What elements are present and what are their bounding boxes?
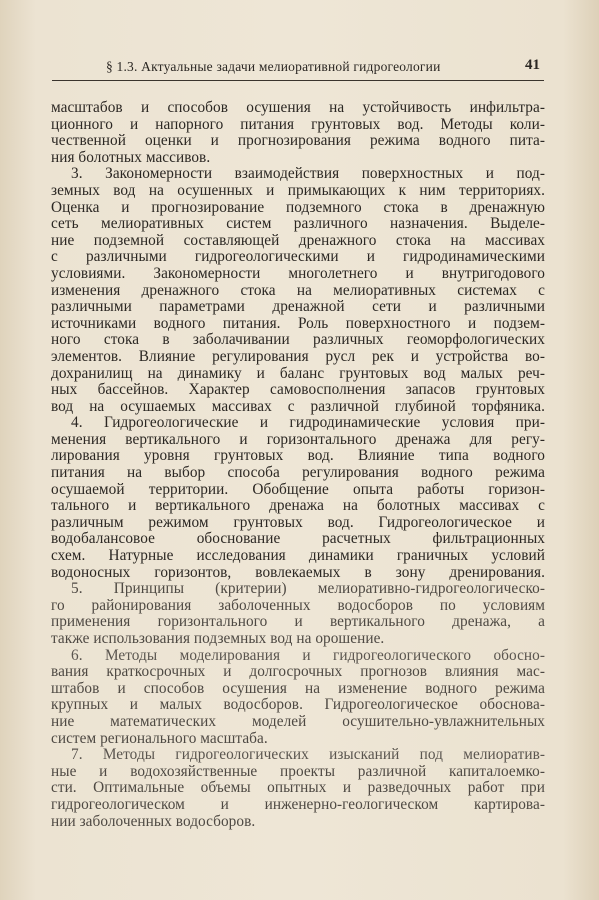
text-line: 5. Принципы (критерии) мелиоративно-гидрогеологическо- bbox=[71, 580, 545, 598]
running-title: § 1.3. Актуальные задачи мелиоративной гидрогеологии bbox=[106, 59, 441, 74]
running-header bbox=[52, 56, 544, 81]
text-line: сеть мелиоративных систем различного назначения. Выделе- bbox=[51, 215, 545, 233]
text-line: водобалансовое обоснование расчетных фильтрационных bbox=[51, 530, 545, 548]
text-line: крупных и малых водосборов. Гидрогеологическое обоснова- bbox=[51, 696, 545, 714]
text-line: источниками водного питания. Роль поверхностного и подзем- bbox=[51, 314, 545, 332]
text-line: элементов. Влияние регулирования русл рек и устройства во- bbox=[51, 347, 545, 365]
text-line: 3. Закономерности взаимодействия поверхностных и под- bbox=[71, 165, 545, 183]
text-line: 7. Методы гидрогеологических изысканий под мелиоратив- bbox=[71, 746, 545, 764]
text-line: также использования подземных вод на орошение. bbox=[51, 630, 385, 647]
paragraph-6 bbox=[51, 648, 545, 748]
text-line: масштабов и способов осушения на устойчивость инфильтра- bbox=[51, 99, 545, 116]
text-line: менения вертикального и горизонтального дренажа для регу- bbox=[51, 430, 545, 448]
text-line: систем регионального масштаба. bbox=[51, 729, 268, 747]
text-line: ные и водохозяйственные проекты различной капиталоемко- bbox=[51, 762, 545, 780]
text-line: вания краткосрочных и долгосрочных прогнозов влияния мас- bbox=[51, 663, 545, 681]
text-line: тального и вертикального дренажа на болотных массивах с bbox=[51, 497, 545, 515]
text-line: 4. Гидрогеологические и гидродинамические условия при- bbox=[71, 414, 545, 432]
paragraph-continuation bbox=[51, 100, 545, 166]
text-line: ционного и напорного питания грунтовых вод. Методы коли- bbox=[51, 115, 545, 133]
text-line: го районирования заболоченных водосборов по условиям bbox=[51, 596, 545, 614]
text-line: различными параметрами дренажной сети и различными bbox=[51, 298, 545, 316]
text-line: ние математических моделей осушительно-увлажнительных bbox=[51, 712, 545, 730]
text-line: условиями. Закономерности многолетнего и внутригодового bbox=[51, 264, 545, 282]
text-line: вод на осушаемых массивах с различной глубиной торфяника. bbox=[51, 397, 545, 415]
paragraph-4 bbox=[51, 415, 545, 581]
text-line: нии заболоченных водосборов. bbox=[51, 812, 256, 830]
body-text bbox=[51, 100, 545, 830]
text-line: водоносных горизонтов, вовлекаемых в зону дренирования. bbox=[51, 563, 545, 581]
text-line: ния болотных массивов. bbox=[51, 148, 211, 166]
text-line: 6. Методы моделирования и гидрогеологического обосно- bbox=[71, 646, 545, 664]
text-line: чественной оценки и прогнозирования режима водного пита- bbox=[51, 132, 545, 150]
paragraph-7 bbox=[51, 747, 545, 830]
text-line: дохранилищ на динамику и баланс грунтовых вод малых реч- bbox=[51, 364, 545, 382]
paragraph-3 bbox=[51, 166, 545, 415]
text-line: сти. Оптимальные объемы опытных и разведочных работ при bbox=[51, 779, 545, 797]
text-line: ние подземной составляющей дренажного стока на массивах bbox=[51, 231, 545, 249]
text-line: лирования уровня грунтовых вод. Влияние типа водного bbox=[51, 447, 545, 465]
text-line: применения горизонтального и вертикального дренажа, а bbox=[51, 613, 545, 631]
text-line: земных вод на осушенных и примыкающих к ним территориях. bbox=[51, 181, 545, 199]
text-line: Оценка и прогнозирование подземного стока в дренажную bbox=[51, 198, 545, 216]
text-line: ных бассейнов. Характер самовосполнения запасов грунтовых bbox=[51, 381, 545, 399]
text-line: ного стока в заболачивании различных геоморфологических bbox=[51, 331, 545, 349]
text-line: с различными гидрогеологическими и гидродинамическими bbox=[51, 248, 545, 266]
text-line: штабов и способов осушения на изменение водного режима bbox=[51, 679, 545, 697]
paragraph-5 bbox=[51, 581, 545, 647]
text-line: гидрогеологическом и инженерно-геологическом картирова- bbox=[51, 795, 545, 813]
text-line: осушаемой территории. Обобщение опыта работы горизон- bbox=[51, 480, 545, 498]
text-line: изменения дренажного стока на мелиоративных системах с bbox=[51, 281, 545, 299]
page-number: 41 bbox=[525, 57, 540, 73]
text-line: питания на выбор способа регулирования водного режима bbox=[51, 464, 545, 482]
text-line: различным режимом грунтовых вод. Гидрогеологическое и bbox=[51, 513, 545, 531]
text-line: схем. Натурные исследования динамики граничных условий bbox=[51, 547, 545, 565]
